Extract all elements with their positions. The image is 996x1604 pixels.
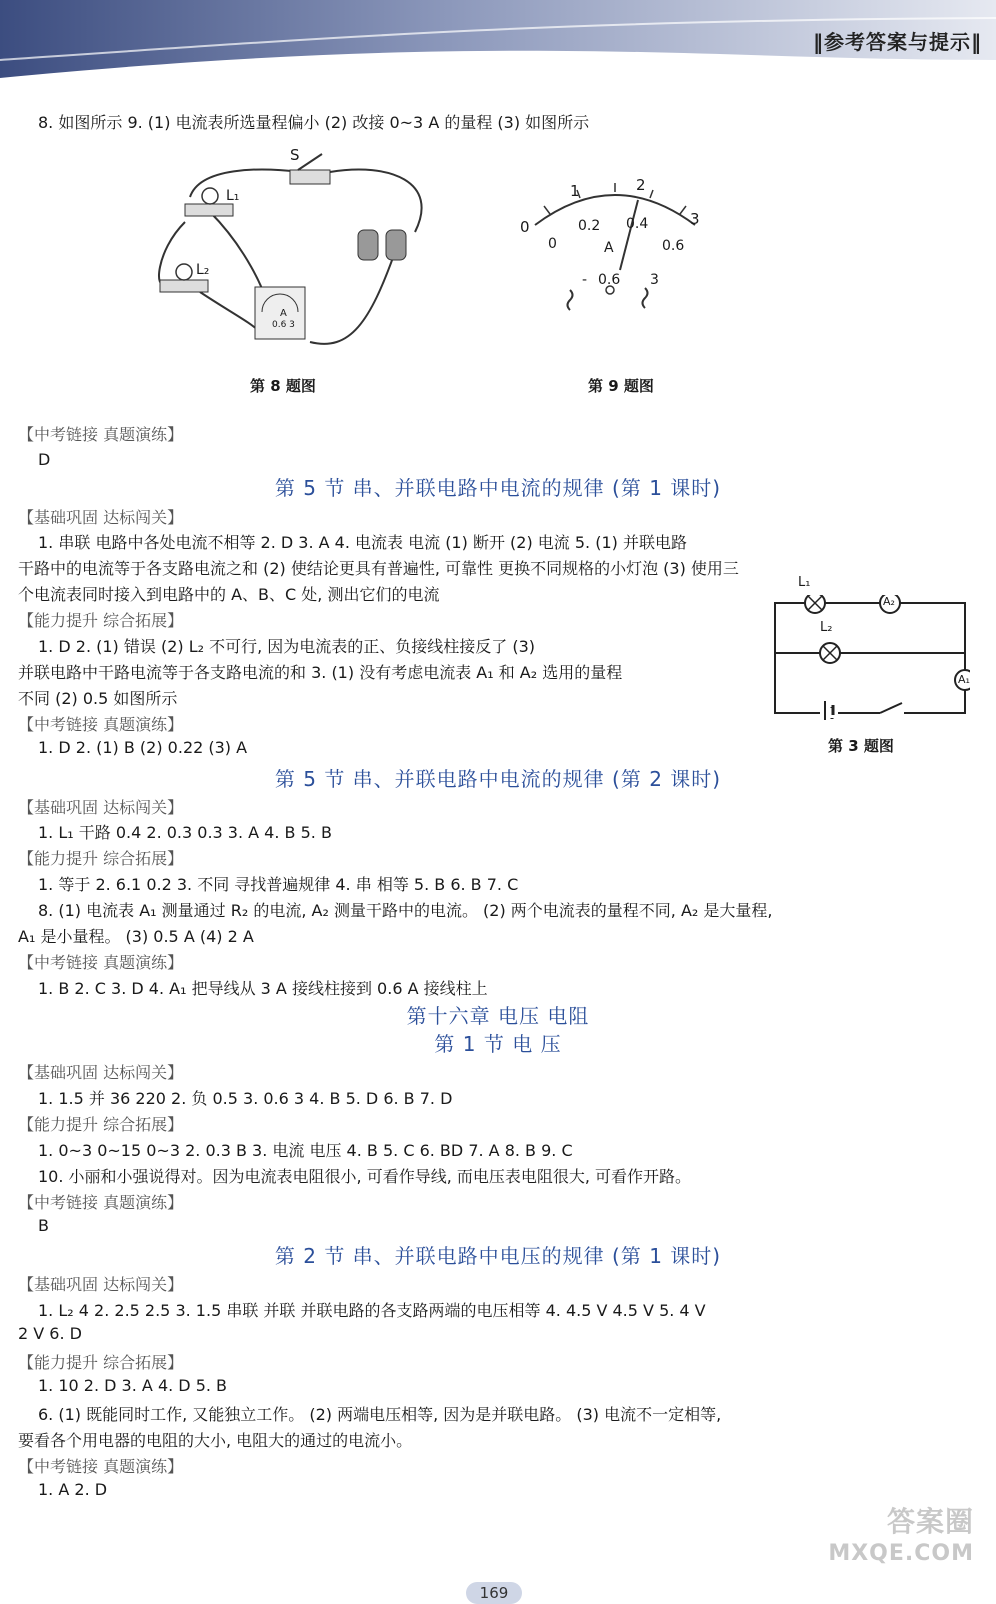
section-label-zhongkao: 【中考链接 真题演练】: [18, 1193, 184, 1212]
answer-line: 1. 串联 电路中各处电流不相等 2. D 3. A 4. 电流表 电流 (1) 断开 (2) 电流 5. (1) 并联电路: [38, 533, 687, 552]
answer-line: 干路中的电流等于各支路电流之和 (2) 使结论更具有普遍性, 可靠性 更换不同规格的小灯泡 (3) 使用三: [18, 559, 739, 578]
section-label-nengli: 【能力提升 综合拓展】: [18, 1115, 184, 1134]
section-label-nengli: 【能力提升 综合拓展】: [18, 611, 184, 630]
dial-top-tick-0: 0: [520, 218, 530, 236]
header-title: ‖参考答案与提示‖: [813, 30, 982, 54]
section-label-zhongkao: 【中考链接 真题演练】: [18, 715, 184, 734]
fig3-l1-label: L₁: [798, 575, 811, 590]
figure-3-caption: 第 3 题图: [828, 737, 894, 755]
section-label-jichu: 【基础巩固 达标闯关】: [18, 1275, 184, 1294]
answer-line: A₁ 是小量程。 (3) 0.5 A (4) 2 A: [18, 927, 254, 946]
figure-8-caption: 第 8 题图: [250, 377, 316, 395]
answer-line: 1. D 2. (1) 错误 (2) L₂ 不可行, 因为电流表的正、负接线柱接反了 (3): [38, 637, 536, 656]
dial-top-tick-3: 3: [690, 210, 700, 228]
answer-line: 2 V 6. D: [18, 1324, 82, 1343]
dial-top-tick-2: 2: [636, 176, 646, 194]
dial-top-tick-1: 1: [570, 182, 580, 200]
figure-8-circuit: [150, 142, 440, 357]
section-label-nengli: 【能力提升 综合拓展】: [18, 1353, 184, 1372]
section-label-jichu: 【基础巩固 达标闯关】: [18, 508, 184, 527]
answer-line: 个电流表同时接入到电路中的 A、B、C 处, 测出它们的电流: [18, 585, 440, 604]
lamp2-label: L₂: [196, 262, 210, 278]
answer-line: 1. L₂ 4 2. 2.5 2.5 3. 1.5 串联 并联 并联电路的各支路两端的电压相等 4. 4.5 V 4.5 V 5. 4 V: [38, 1301, 706, 1320]
section-heading: 第 5 节 串、并联电路中电流的规律 (第 1 课时): [274, 476, 722, 500]
dial-bottom-tick-06: 0.6: [662, 238, 685, 254]
terminal-3: 3: [650, 272, 659, 288]
terminal-negative: -: [582, 272, 588, 288]
answer-line: 并联电路中干路电流等于各支路电流的和 3. (1) 没有考虑电流表 A₁ 和 A₂ 选用的量程: [18, 663, 623, 682]
answer-line: 1. 10 2. D 3. A 4. D 5. B: [38, 1376, 228, 1395]
answer-line: 要看各个用电器的电阻的大小, 电阻大的通过的电流小。: [18, 1431, 413, 1450]
switch-label: S: [290, 146, 300, 164]
terminal-06: 0.6: [598, 272, 621, 288]
section-label-nengli: 【能力提升 综合拓展】: [18, 849, 184, 868]
meter-unit-label: A: [280, 308, 287, 319]
section-label-zhongkao: 【中考链接 真题演练】: [18, 1457, 184, 1476]
watermark-line2: MXQE.COM: [828, 1541, 974, 1566]
answer-line: 1. 等于 2. 6.1 0.2 3. 不同 寻找普遍规律 4. 串 相等 5. B 6. B 7. C: [38, 875, 519, 894]
answer-line: 1. B 2. C 3. D 4. A₁ 把导线从 3 A 接线柱接到 0.6 A 接线柱上: [38, 979, 488, 998]
section-heading: 第 1 节 电 压: [434, 1032, 562, 1056]
figure-3-circuit: [770, 595, 970, 720]
fig3-l2-label: L₂: [820, 620, 833, 635]
dial-bottom-tick-04: 0.4: [626, 216, 649, 232]
section-label-zhongkao: 【中考链接 真题演练】: [18, 953, 184, 972]
section-label-zhongkao: 【中考链接 真题演练】: [18, 425, 184, 444]
answer-line: B: [38, 1216, 49, 1235]
watermark-line1: 答案圈: [886, 1505, 974, 1538]
dial-unit: A: [604, 240, 614, 256]
meter-scale-label: 0.6 3: [272, 320, 295, 330]
section-heading: 第 2 节 串、并联电路中电压的规律 (第 1 课时): [274, 1244, 722, 1268]
figure-9-caption: 第 9 题图: [588, 377, 654, 395]
answer-line: 1. 1.5 并 36 220 2. 负 0.5 3. 0.6 3 4. B 5. D 6. B 7. D: [38, 1089, 453, 1108]
answer-line: 6. (1) 既能同时工作, 又能独立工作。 (2) 两端电压相等, 因为是并联电路。 (3) 电流不一定相等,: [38, 1405, 722, 1424]
page-number: 169: [466, 1582, 522, 1604]
answer-line: 不同 (2) 0.5 如图所示: [18, 689, 178, 708]
answer-line: 8. 如图所示 9. (1) 电流表所选量程偏小 (2) 改接 0~3 A 的量程 (3) 如图所示: [38, 113, 590, 132]
answer-line: 1. L₁ 干路 0.4 2. 0.3 0.3 3. A 4. B 5. B: [38, 823, 332, 842]
lamp1-label: L₁: [226, 188, 240, 204]
answer-line: 1. 0~3 0~15 0~3 2. 0.3 B 3. 电流 电压 4. B 5. C 6. BD 7. A 8. B 9. C: [38, 1141, 573, 1160]
chapter-heading: 第十六章 电压 电阻: [406, 1004, 590, 1028]
section-label-jichu: 【基础巩固 达标闯关】: [18, 798, 184, 817]
watermark: [828, 1506, 974, 1570]
section-heading: 第 5 节 串、并联电路中电流的规律 (第 2 课时): [274, 767, 722, 791]
answer-line: D: [38, 450, 51, 469]
answer-line: 10. 小丽和小强说得对。因为电流表电阻很小, 可看作导线, 而电压表电阻很大, 可看作开路。: [38, 1167, 692, 1186]
answer-line: 1. A 2. D: [38, 1480, 108, 1499]
section-label-jichu: 【基础巩固 达标闯关】: [18, 1063, 184, 1082]
dial-bottom-tick-0: 0: [548, 236, 557, 252]
fig3-a1-label: A₁: [958, 673, 970, 686]
dial-bottom-tick-02: 0.2: [578, 218, 601, 234]
answer-line: 8. (1) 电流表 A₁ 测量通过 R₂ 的电流, A₂ 测量干路中的电流。 (2) 两个电流表的量程不同, A₂ 是大量程,: [38, 901, 773, 920]
fig3-a2-label: A₂: [883, 595, 895, 608]
answer-line: 1. D 2. (1) B (2) 0.22 (3) A: [38, 738, 248, 757]
